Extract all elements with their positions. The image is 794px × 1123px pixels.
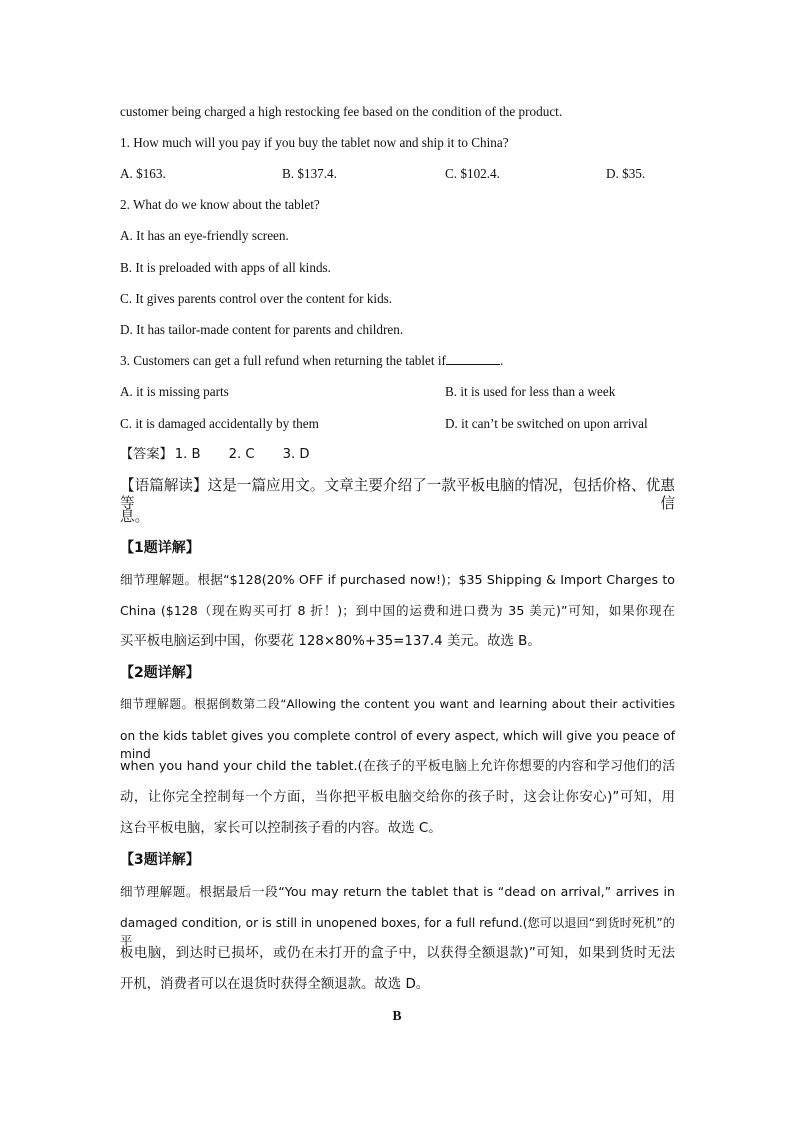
question-3-stem-end: .: [499, 353, 504, 368]
question-1-stem: 1. How much will you pay if you buy the tablet now and ship it to China?: [120, 135, 509, 150]
reading-interpretation-line-1: 【语篇解读】这是一篇应用文。文章主要介绍了一款平板电脑的情况，包括价格、优惠等信: [120, 477, 675, 512]
answer-item: 2. C: [228, 447, 255, 462]
question-2-option-c: C. It gives parents control over the content for kids.: [120, 291, 393, 306]
detail-3-line-4: 开机，消费者可以在退货时获得全额退款。故选 D。: [120, 977, 430, 992]
detail-1-line-3: 买平板电脑运到中国，你要花 128×80%+35=137.4 美元。故选 B。: [120, 634, 541, 649]
detail-2-line-4: 动，让你完全控制每一个方面，当你把平板电脑交给你的孩子时，这会让你安心)”可知，用: [120, 790, 675, 805]
question-3-stem-text: 3. Customers can get a full refund when returning the tablet if: [120, 353, 446, 368]
detail-2-line-5: 这台平板电脑，家长可以控制孩子看的内容。故选 C。: [120, 821, 442, 836]
question-2-stem: 2. What do we know about the tablet?: [120, 197, 320, 212]
question-1-option-c: C. $102.4.: [445, 166, 500, 181]
question-2-option-d: D. It has tailor-made content for parents and children.: [120, 322, 404, 337]
detail-1-heading: 【1题详解】: [120, 540, 200, 556]
detail-2-line-2: on the kids tablet gives you complete control of every aspect, which will give you peace of mind: [120, 729, 675, 761]
question-1-option-d: D. $35.: [606, 166, 646, 181]
question-2-option-b: B. It is preloaded with apps of all kinds.: [120, 260, 331, 275]
answer-item: 3. D: [282, 447, 310, 462]
answer-item: 1. B: [174, 447, 201, 462]
section-label: B: [392, 1008, 402, 1023]
question-3-option-a: A. it is missing parts: [120, 384, 229, 399]
detail-3-heading: 【3题详解】: [120, 852, 200, 868]
answer-blank: [446, 352, 500, 365]
question-1-option-a: A. $163.: [120, 166, 166, 181]
continuation-line: customer being charged a high restocking fee based on the condition of the product.: [120, 104, 563, 119]
reading-interpretation-line-2: 息。: [120, 508, 150, 525]
answer-line: [120, 446, 675, 464]
question-3-option-b: B. it is used for less than a week: [445, 384, 616, 399]
detail-3-line-2: damaged condition, or is still in unopened boxes, for a full refund.(您可以退回“到货时死机”的平: [120, 916, 675, 948]
detail-2-line-3: when you hand your child the tablet.(在孩子的平板电脑上允许你想要的内容和学习他们的活: [120, 759, 675, 774]
detail-2-line-1: 细节理解题。根据倒数第二段“Allowing the content you want and learning about their activities: [120, 697, 675, 711]
detail-3-line-3: 板电脑，到达时已损坏，或仍在未打开的盒子中，以获得全额退款)”可知，如果到货时无法: [120, 946, 675, 961]
detail-1-line-1: 细节理解题。根据“$128(20% OFF if purchased now!)；$35 Shipping & Import Charges to: [120, 572, 675, 587]
question-3-stem: [120, 352, 675, 370]
detail-2-heading: 【2题详解】: [120, 665, 200, 681]
question-1-option-b: B. $137.4.: [282, 166, 337, 181]
question-3-option-c: C. it is damaged accidentally by them: [120, 416, 319, 431]
question-3-option-d: D. it can’t be switched on upon arrival: [445, 416, 648, 431]
detail-1-line-2: China ($128（现在购买可打 8 折！)；到中国的运费和进口费为 35 美元)”可知，如果你现在: [120, 603, 675, 618]
question-2-option-a: A. It has an eye-friendly screen.: [120, 228, 289, 243]
detail-3-line-1: 细节理解题。根据最后一段“You may return the tablet that is “dead on arrival,” arrives in: [120, 884, 675, 899]
answer-label: 【答案】: [120, 447, 173, 462]
